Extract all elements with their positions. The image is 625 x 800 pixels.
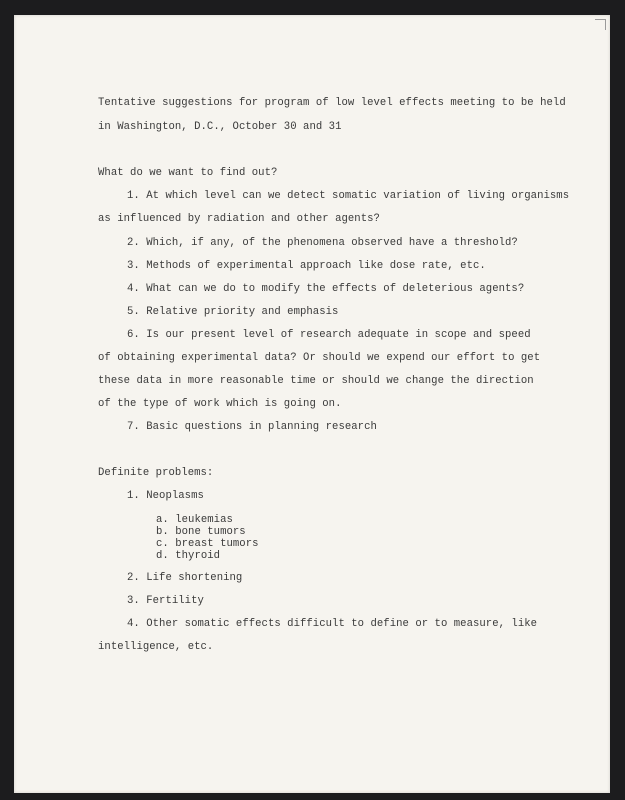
question-5: 5. Relative priority and emphasis	[127, 306, 339, 318]
question-7: 7. Basic questions in planning research	[127, 421, 377, 433]
heading-line-1: Tentative suggestions for program of low level effects meeting to be held	[98, 97, 566, 109]
problem-1-item-c: c. breast tumors	[156, 538, 259, 550]
heading-line-2: in Washington, D.C., October 30 and 31	[98, 121, 342, 133]
problem-1-item-b: b. bone tumors	[156, 526, 246, 538]
question-6-line-4: of the type of work which is going on.	[98, 398, 342, 410]
document-page	[14, 15, 610, 793]
problem-4-line-1: 4. Other somatic effects difficult to define or to measure, like	[127, 618, 538, 630]
problems-intro: Definite problems:	[98, 467, 214, 479]
problem-1-item-a: a. leukemias	[156, 514, 233, 526]
question-6-line-1: 6. Is our present level of research adequate in scope and speed	[127, 329, 531, 341]
question-4: 4. What can we do to modify the effects of deleterious agents?	[127, 283, 525, 295]
problem-1-item-d: d. thyroid	[156, 550, 221, 562]
question-6-line-3: these data in more reasonable time or should we change the direction	[98, 375, 534, 387]
question-intro: What do we want to find out?	[98, 167, 278, 179]
problem-4-line-2: intelligence, etc.	[98, 641, 214, 653]
page-corner-mark	[595, 19, 606, 30]
question-3: 3. Methods of experimental approach like dose rate, etc.	[127, 260, 486, 272]
question-2: 2. Which, if any, of the phenomena observed have a threshold?	[127, 237, 518, 249]
question-1-line-2: as influenced by radiation and other agents?	[98, 213, 380, 225]
question-6-line-2: of obtaining experimental data? Or should we expend our effort to get	[98, 352, 541, 364]
problem-2: 2. Life shortening	[127, 572, 243, 584]
question-1-line-1: 1. At which level can we detect somatic variation of living organisms	[127, 190, 570, 202]
problem-3: 3. Fertility	[127, 595, 204, 607]
problem-1: 1. Neoplasms	[127, 490, 204, 502]
